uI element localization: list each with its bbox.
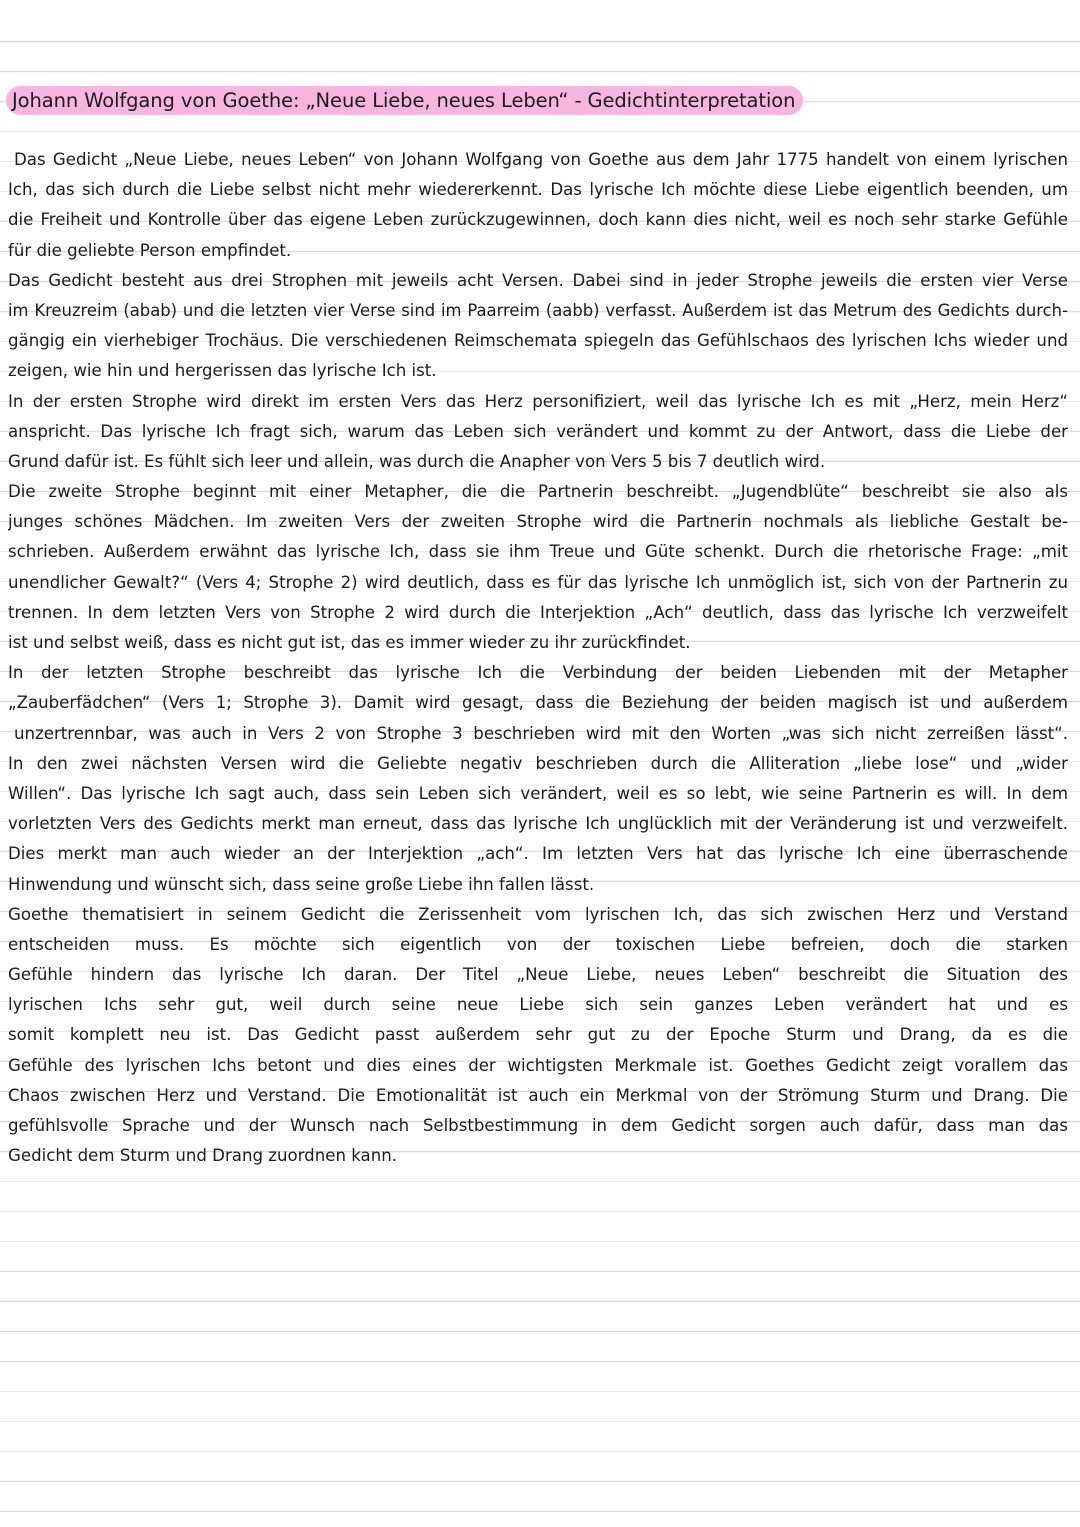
text-line: Hinwendung und wünscht sich, dass seine große Liebe ihn fallen lässt. [8,874,595,894]
text-line: Chaos zwischen Herz und Verstand. Die Emotionalität ist auch ein Merkmal von der Strömung Sturm und Drang. Die [8,1085,1068,1105]
text-line: Goethe thematisiert in seinem Gedicht die Zerissenheit vom lyrischen Ich, das sich zwischen Herz und Verstand [8,904,1068,924]
text-line: junges schönes Mädchen. Im zweiten Vers der zweiten Strophe wird die Partnerin nochmals als liebliche Gestalt be- [8,512,1068,532]
text-line: zeigen, wie hin und hergerissen das lyrische Ich ist. [8,361,437,381]
text-line: die Freiheit und Kontrolle über das eigene Leben zurückzugewinnen, doch kann dies nicht, weil es noch sehr starke Gefühle [8,210,1068,230]
text-line: unzertrennbar, was auch in Vers 2 von Strophe 3 beschrieben wird mit den Worten „was sich nicht zerreißen lässt“. [14,723,1068,743]
text-line: im Kreuzreim (abab) und die letzten vier Verse sind im Paarreim (aabb) verfasst. Außerdem ist das Metrum des Gedichts durch- [8,300,1068,320]
interpretation-text [8,145,1068,1171]
text-line: lyrischen Ichs sehr gut, weil durch seine neue Liebe sich sein ganzes Leben verändert hat und es [8,995,1068,1015]
text-line: Gedicht dem Sturm und Drang zuordnen kann. [8,1146,398,1166]
text-line: Ich, das sich durch die Liebe selbst nicht mehr wiedererkennt. Das lyrische Ich möchte diese Liebe eigentlich beenden, um [8,180,1068,200]
text-line: somit komplett neu ist. Das Gedicht passt außerdem sehr gut zu der Epoche Sturm und Drang, da es die [8,1025,1068,1045]
page-title: Johann Wolfgang von Goethe: „Neue Liebe, neues Leben“ - Gedichtinterpretation [6,86,803,115]
text-line: trennen. In dem letzten Vers von Strophe 2 wird durch die Interjektion „Ach“ deutlich, dass das lyrische Ich verzweifelt [8,602,1068,622]
text-line: Gefühle des lyrischen Ichs betont und dies eines der wichtigsten Merkmale ist. Goethes Gedicht zeigt vorallem das [8,1055,1068,1075]
text-line: In den zwei nächsten Versen wird die Geliebte negativ beschrieben durch die Alliteration „liebe lose“ und „wider [8,753,1068,773]
text-line: Das Gedicht besteht aus drei Strophen mit jeweils acht Versen. Dabei sind in jeder Strophe jeweils die ersten vier Verse [8,270,1068,290]
text-line: unendlicher Gewalt?“ (Vers 4; Strophe 2) wird deutlich, dass es für das lyrische Ich unmöglich ist, sich von der Partnerin zu [8,572,1068,592]
text-line: vorletzten Vers des Gedichts merkt man erneut, dass das lyrische Ich unglücklich mit der Veränderung ist und verzweifelt. [8,814,1068,834]
text-line: „Zauberfädchen“ (Vers 1; Strophe 3). Damit wird gesagt, dass die Beziehung der beiden magisch ist und außerdem [8,693,1068,713]
text-line: gefühlsvolle Sprache und der Wunsch nach Selbstbestimmung in dem Gedicht sorgen auch dafür, dass man das [8,1116,1068,1135]
text-line: Dies merkt man auch wieder an der Interjektion „ach“. Im letzten Vers hat das lyrische Ich eine überraschende [8,844,1068,864]
text-line: In der letzten Strophe beschreibt das lyrische Ich die Verbindung der beiden Liebenden mit der Metapher [8,663,1068,683]
text-line: Die zweite Strophe beginnt mit einer Metapher, die die Partnerin beschreibt. „Jugendblüte“ beschreibt sie also als [8,482,1068,502]
text-line: gängig ein vierhebiger Trochäus. Die verschiedenen Reimschemata spiegeln das Gefühlschaos des lyrischen Ichs wieder und [8,331,1068,351]
text-line: In der ersten Strophe wird direkt im ersten Vers das Herz personifiziert, weil das lyrische Ich es mit „Herz, mein Herz“ [8,391,1068,411]
text-line: Willen“. Das lyrische Ich sagt auch, dass sein Leben sich verändert, weil es so lebt, wie seine Partnerin es will. In dem [8,783,1068,803]
text-line: für die geliebte Person empfindet. [8,240,292,260]
text-line: Das Gedicht „Neue Liebe, neues Leben“ von Johann Wolfgang von Goethe aus dem Jahr 1775 handelt von einem lyrischen [14,150,1068,169]
text-line: schrieben. Außerdem erwähnt das lyrische Ich, dass sie ihm Treue und Güte schenkt. Durch die rhetorische Frage: „mit [8,542,1068,562]
text-line: Grund dafür ist. Es fühlt sich leer und allein, was durch die Anapher von Vers 5 bis 7 deutlich wird. [8,451,826,471]
text-line: anspricht. Das lyrische Ich fragt sich, warum das Leben sich verändert und kommt zu der Antwort, dass die Liebe der [8,421,1068,441]
text-line: Gefühle hindern das lyrische Ich daran. Der Titel „Neue Liebe, neues Leben“ beschreibt die Situation des [8,965,1068,985]
text-line: ist und selbst weiß, dass es nicht gut ist, das es immer wieder zu ihr zurückfindet. [8,633,691,652]
text-line: entscheiden muss. Es möchte sich eigentlich von der toxischen Liebe befreien, doch die starken [8,934,1068,954]
title-highlight [6,85,803,115]
